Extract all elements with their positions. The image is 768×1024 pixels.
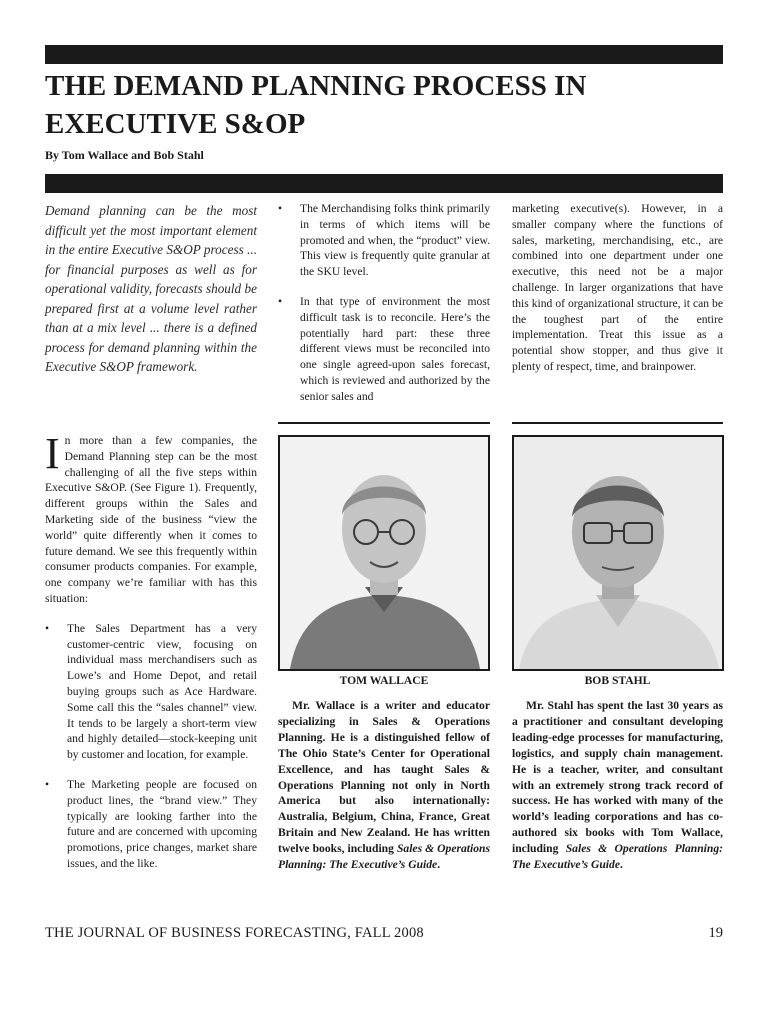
bullet-marketing: • The Marketing people are focused on product lines, the “brand view.” They typically are looking farther into the future and are concerned with upcoming promotions, price changes, market share issues, and the like. <box>45 777 257 872</box>
bio-text: Mr. Stahl has spent the last 30 years as a practitioner and consultant developing leading-edge processes for manufacturing, logistics, and supply chain management. He is a teacher, writer, and consultant with an extremely strong track record of success. He has worked with many of the world’s leading corporations and has co-authored six books with Tom Wallace, including <box>512 699 723 856</box>
bio-book-title: Sales & Operations Planning: The Executive’s Guide <box>278 842 490 872</box>
bio-end: . <box>437 858 441 872</box>
byline-rule-bar <box>45 174 723 193</box>
bullet-reconcile: • In that type of environment the most difficult task is to reconcile. Here’s the potentially hard part: these three different views must be reconciled into one single agreed-upon sales forecast, which is reviewed and authorized by the senior sales and <box>278 294 490 405</box>
author-photo-stahl <box>512 435 724 671</box>
photo-rule-right <box>512 422 723 424</box>
article-byline: By Tom Wallace and Bob Stahl <box>45 148 204 162</box>
author-bio-stahl <box>512 698 723 873</box>
bio-end: . <box>619 858 623 872</box>
opening-text: n more than a few companies, the Demand Planning step can be the most challenging of all the five steps within Executive S&OP. (See Figure 1). Frequently, different groups within the Sales and Marketing side of the business “view the world” quite differently when it comes to future demand. We see this frequently within consumer products companies. For example, one company we’re familiar with has this situation: <box>45 434 257 605</box>
page-number: 19 <box>708 925 723 941</box>
intro-paragraph: Demand planning can be the most difficult yet the most important element in the entire Executive S&OP process ... for financial purposes as well as for operational validity, forecasts should be prepared first at a volume level rather than at a mix level ... there is a defined process for demand planning within the Executive S&OP framework. <box>45 203 257 374</box>
top-rule-bar <box>45 45 723 64</box>
body-column-1 <box>45 429 257 872</box>
bullet-sales-department: • The Sales Department has a very customer-centric view, focusing on individual mass merchandisers such as Lowe’s and Home Depot, and retail buying groups such as Ace Hardware. Some call this the “sales channel” view. It tends to be largely a short-term view and highly detailed—stock-keeping unit by customer and location, for example. <box>45 621 257 763</box>
author-photo-wallace <box>278 435 490 671</box>
bullet-merchandising: • The Merchandising folks think primarily in terms of which items will be promoted and when, the “product” view. This view is frequently quite granular at the SKU level. <box>278 201 490 280</box>
bio-text: Mr. Wallace is a writer and educator specializing in Sales & Operations Planning. He is a distinguished fellow of The Ohio State’s Center for Operational Excellence, and has taught Sales & Operations Planning not only in North America but also internationally: Australia, Belgium, China, France, Great Britain and New Zealand. He has written twelve books, including <box>278 699 490 856</box>
opening-paragraph <box>45 429 257 607</box>
author-name-stahl: BOB STAHL <box>584 674 651 687</box>
author-name-wallace: TOM WALLACE <box>339 674 429 687</box>
body-column-3 <box>512 201 723 375</box>
journal-footer: THE JOURNAL OF BUSINESS FORECASTING, FALL 2008 <box>45 925 424 941</box>
article-title: THE DEMAND PLANNING PROCESS IN EXECUTIVE S&OP <box>45 70 587 140</box>
drop-cap: I <box>45 429 60 478</box>
bio-book-title: Sales & Operations Planning: The Executive’s Guide <box>512 842 724 872</box>
bullet-list-1 <box>45 621 257 872</box>
bullet-list-2 <box>278 201 490 405</box>
body-column-2 <box>278 201 490 405</box>
photo-rule-left <box>278 422 490 424</box>
intro-column <box>45 201 257 377</box>
author-bio-wallace <box>278 698 490 873</box>
continuation-paragraph: marketing executive(s). However, in a smaller company where the functions of sales, marketing, merchandising, etc., are combined into one department under one executive, this need not be a major challenge. In larger organizations that have this kind of organizational structure, it can be the toughest part of the entire implementation. Treat this issue as a potential show stopper, and thus give it plenty of respect, time, and brainpower. <box>512 202 723 373</box>
